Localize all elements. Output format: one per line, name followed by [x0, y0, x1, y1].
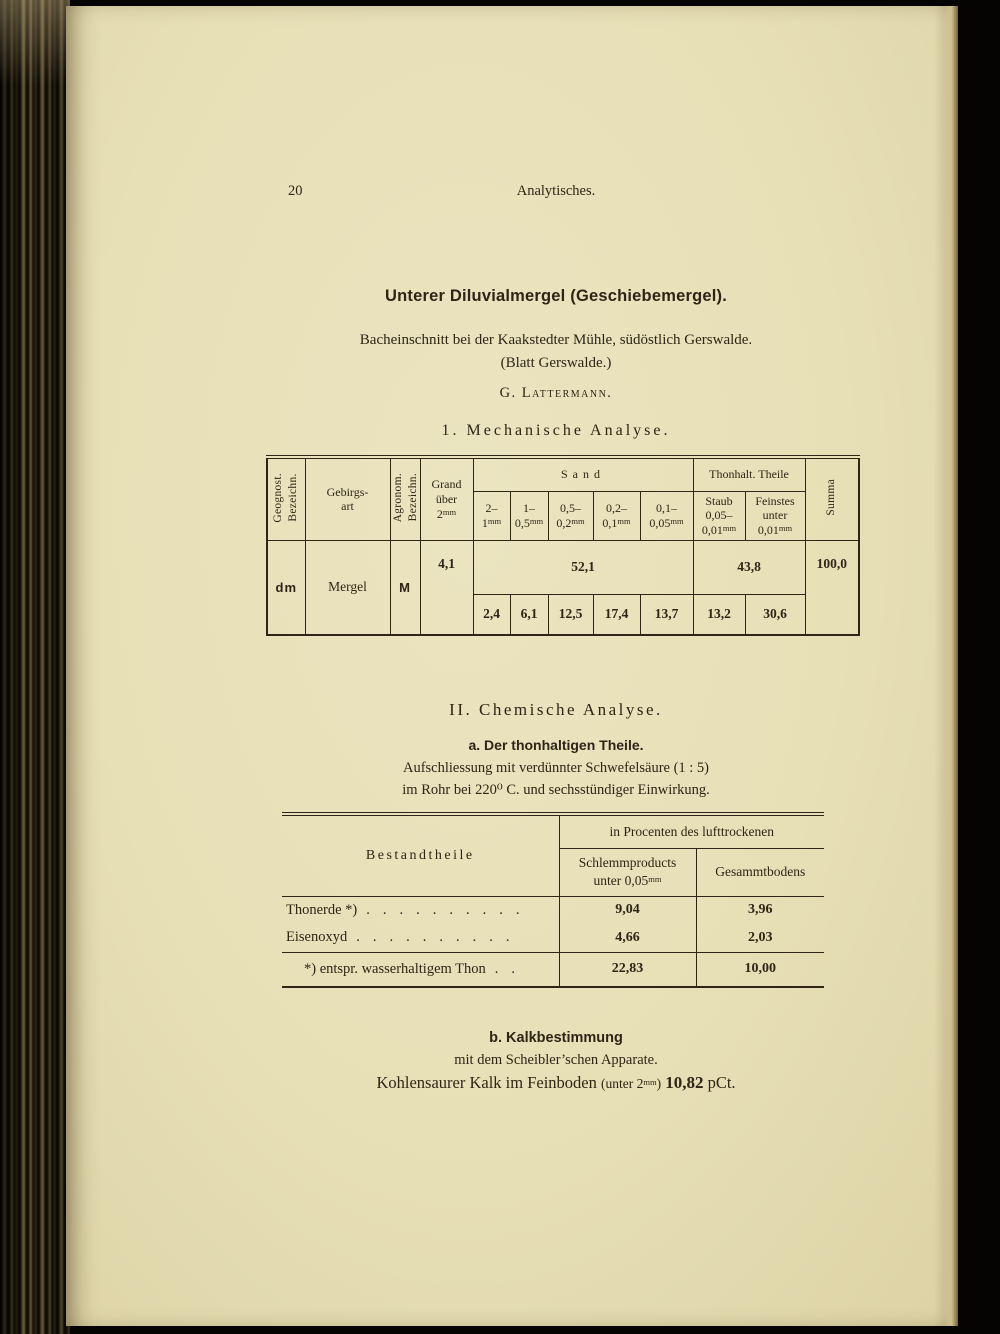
mechanical-analysis-table [266, 455, 860, 636]
col-header-summa [805, 457, 859, 540]
cell-gesammtboden-value: 3,96 [748, 902, 773, 918]
page-header [226, 183, 886, 200]
col-header-sand-01-005: 0,1– $0,05^{mm}$ [640, 491, 693, 540]
cell-sand-value: 6,1 [510, 594, 548, 635]
col-header-agronom-bezeichn [390, 457, 420, 540]
cell-gebirgsart: Mergel [305, 540, 390, 635]
cell-schlemmproduct-value: 9,04 [559, 896, 696, 924]
book-page [66, 6, 958, 1326]
chemical-analysis-table [282, 812, 824, 988]
col-group-thonhalt-theile: Thonhalt. Theile [693, 457, 805, 491]
col-group-procenten: in Procenten des lufttrockenen [559, 814, 824, 848]
footnote-row [282, 952, 824, 987]
cell-schlemmproduct-value: 4,66 [559, 924, 696, 952]
apparatus-note: mit dem Scheibler’schen Apparate. [454, 1052, 658, 1068]
digestion-note-line2: im Rohr bei 220⁰ C. und sechsstündiger Einwirkung. [402, 782, 710, 798]
cell-agronom: M [390, 540, 420, 635]
vertical-label: Summa [825, 479, 838, 516]
cell-gesammtboden-value: 10,00 [696, 952, 824, 987]
section2-heading: II. Chemische Analyse. [449, 700, 663, 719]
digestion-note-line1: Aufschliessung mit verdünnter Schwefelsäure (1 : 5) [402, 760, 710, 776]
vertical-label: Geognost. Bezeichn. [272, 472, 300, 523]
cell-sand-value: 2,4 [473, 594, 510, 635]
result-value: 10,82 [665, 1073, 704, 1092]
cell-summa: 100,0 [805, 540, 859, 635]
subsection-a-heading: a. Der thonhaltigen Theile. [468, 737, 644, 753]
table-row [267, 540, 859, 594]
cell-sand-value: 12,5 [548, 594, 593, 635]
leader-dots: .......... [366, 901, 533, 918]
result-unit: pCt. [707, 1073, 736, 1092]
col-group-sand: Sand [473, 457, 693, 491]
col-header-geognost-bezeichn [267, 457, 305, 540]
cell-component-label: Eisenoxyd .......... [282, 924, 559, 952]
vertical-label: Agronom. Bezeichn. [391, 472, 419, 523]
section1-heading: 1. Mechanische Analyse. [441, 422, 671, 439]
col-header-sand-1-05: 1– $0,5^{mm}$ [510, 491, 548, 540]
col-header-schlemmproducts: Schlemmproducts unter $0,05^{mm}$ [559, 848, 696, 896]
cell-sand-sum: 52,1 [473, 540, 693, 594]
book-binding-page-edges [0, 0, 70, 1334]
table-row [282, 896, 824, 924]
subsection-b-heading: b. Kalkbestimmung [489, 1030, 623, 1046]
cell-thonhalt-value: 30,6 [745, 594, 805, 635]
col-header-sand-05-02: 0,5– $0,2^{mm}$ [548, 491, 593, 540]
cell-gesammtboden-value: 2,03 [748, 929, 773, 945]
cell-sand-value: 13,7 [640, 594, 693, 635]
running-head: Analytisches. [516, 183, 596, 199]
author-name: G. Lattermann. [499, 385, 613, 401]
leader-dots: .. [494, 960, 529, 977]
subtitle-location: Bacheinschnitt bei der Kaakstedter Mühle, südöstlich Gerswalde. [359, 332, 753, 348]
col-header-bestandtheile: Bestandtheile [282, 814, 559, 896]
col-header-sand-2-1: 2– $1^{mm}$ [473, 491, 510, 540]
col-header-feinstes: Feinstes unter $0,01^{mm}$ [745, 491, 805, 540]
leader-dots: .......... [356, 929, 523, 946]
table-row [282, 924, 824, 952]
col-header-sand-02-01: 0,2– $0,1^{mm}$ [593, 491, 640, 540]
cell-component-label: Thonerde *) .......... [282, 896, 559, 924]
cell-sand-value: 17,4 [593, 594, 640, 635]
result-lead: Kohlensaurer Kalk im Feinboden [376, 1073, 597, 1092]
cell-thonhalt-sum: 43,8 [693, 540, 805, 594]
article-title: Unterer Diluvialmergel (Geschiebemergel). [385, 287, 727, 305]
carbonate-result-line [226, 1073, 886, 1093]
col-header-gesammtbodens: Gesammtbodens [696, 848, 824, 896]
cell-schlemmproduct-value: 22,83 [559, 952, 696, 987]
page-number: 20 [288, 183, 303, 199]
cell-geognost: dm [267, 540, 305, 635]
cell-grand-value: 4,1 [420, 540, 473, 635]
subtitle-map-sheet: (Blatt Gerswalde.) [500, 355, 612, 371]
cell-footnote-label: *) entspr. wasserhaltigem Thon .. [282, 952, 559, 987]
col-header-gebirgsart: Gebirgs- art [305, 457, 390, 540]
col-header-grand: Grand über $2^{mm}$ [420, 457, 473, 540]
result-grain-size: (unter $2^{mm}$) [600, 1076, 662, 1091]
col-header-staub: Staub 0,05– $0,01^{mm}$ [693, 491, 745, 540]
cell-thonhalt-value: 13,2 [693, 594, 745, 635]
